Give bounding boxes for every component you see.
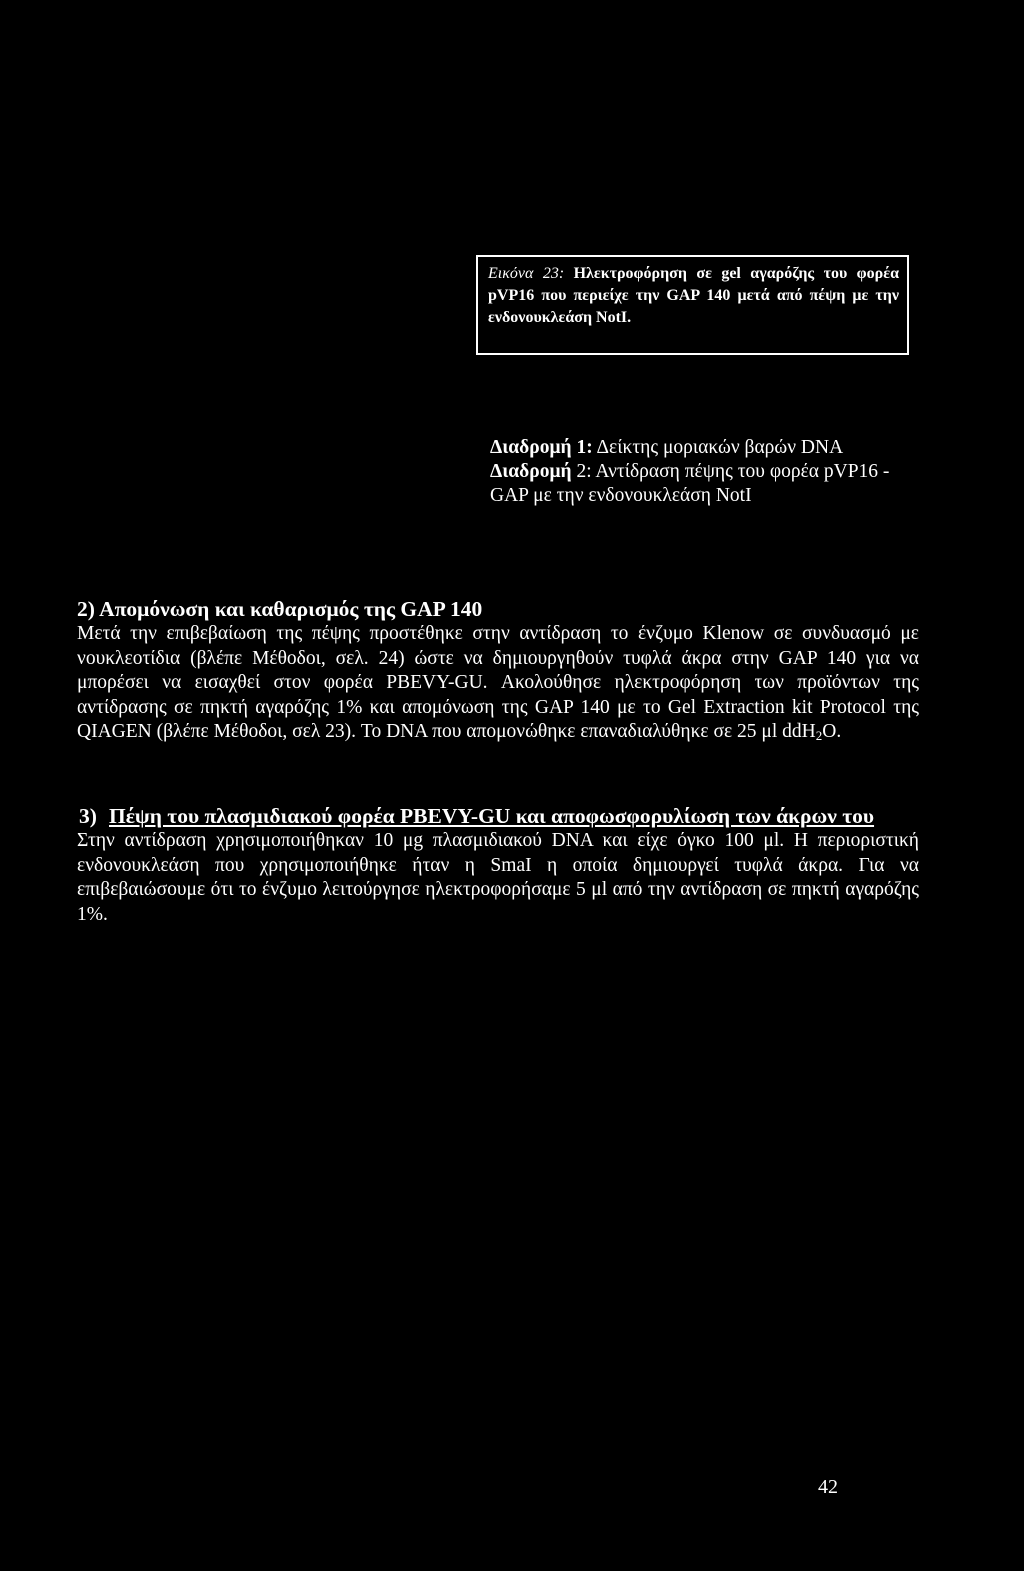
section-2-body-text: Μετά την επιβεβαίωση της πέψης προστέθηκε στην αντίδραση το ένζυμο Klenow σε συνδυασμό με νουκλεοτίδια (βλέπε Μέθοδοι, σελ. 24) ώστε να δημιουργηθούν τυφλά άκρα στην GAP 140 για να μπορέσει να εισαχθεί στον φορέα PBEVY-GU. Ακολούθησε ηλεκτροφόρηση των προϊόντων της αντίδρασης σε πηκτή αγαρόζης 1% και απομόνωση της GAP 140 με το Gel Extraction kit Protocol της QIAGEN (βλέπε Μέθοδοι, σελ 23). Το DNA που απομονώθηκε επαναδιαλύθηκε σε 25 μl ddH <box>77 623 919 742</box>
section-2-body <box>77 622 919 745</box>
figure-caption-label: Εικόνα 23: <box>488 265 565 282</box>
section-2-subscript: 2 <box>815 728 823 743</box>
lane-1-description <box>490 436 910 460</box>
lane-2-text: 2: Αντίδραση πέψης του φορέα pVP16 - GAP με την ενδονουκλεάση NotI <box>490 461 890 506</box>
section-3-number: 3) <box>79 804 97 828</box>
section-3-heading-wrap <box>77 803 919 829</box>
figure-caption-box <box>476 255 909 355</box>
page-number: 42 <box>818 1476 838 1498</box>
section-3-heading <box>79 803 919 829</box>
lane-1-label: Διαδρομή 1: <box>490 437 593 458</box>
figure-caption-text: Ηλεκτροφόρηση σε gel αγαρόζης του φορέα pVP16 που περιείχε την GAP 140 μετά από πέψη με την ενδονουκλεάση NotI. <box>488 265 899 326</box>
section-3-heading-text: Πέψη του πλασμιδιακού φορέα PBEVY-GU και αποφωσφορυλίωση των άκρων του <box>109 804 875 828</box>
section-2 <box>77 596 919 745</box>
section-2-body-end: O. <box>822 721 842 742</box>
lane-2-label: Διαδρομή <box>490 461 572 482</box>
section-2-heading: 2) Απομόνωση και καθαρισμός της GAP 140 <box>77 597 483 621</box>
section-3 <box>77 803 919 927</box>
lane-1-text: Δείκτης μοριακών βαρών DNA <box>592 437 844 458</box>
lane-2-description <box>490 460 910 508</box>
section-3-body: Στην αντίδραση χρησιμοποιήθηκαν 10 μg πλασμιδιακού DNA και είχε όγκο 100 μl. Η περιοριστική ενδονουκλεάση που χρησιμοποιήθηκε ήταν η SmaI η οποία δημιουργεί τυφλά άκρα. Για να επιβεβαιώσουμε ότι το ένζυμο λειτούργησε ηλεκτροφορήσαμε 5 μl από την αντίδραση σε πηκτή αγαρόζης 1%. <box>77 830 919 925</box>
lane-descriptions <box>490 436 910 508</box>
